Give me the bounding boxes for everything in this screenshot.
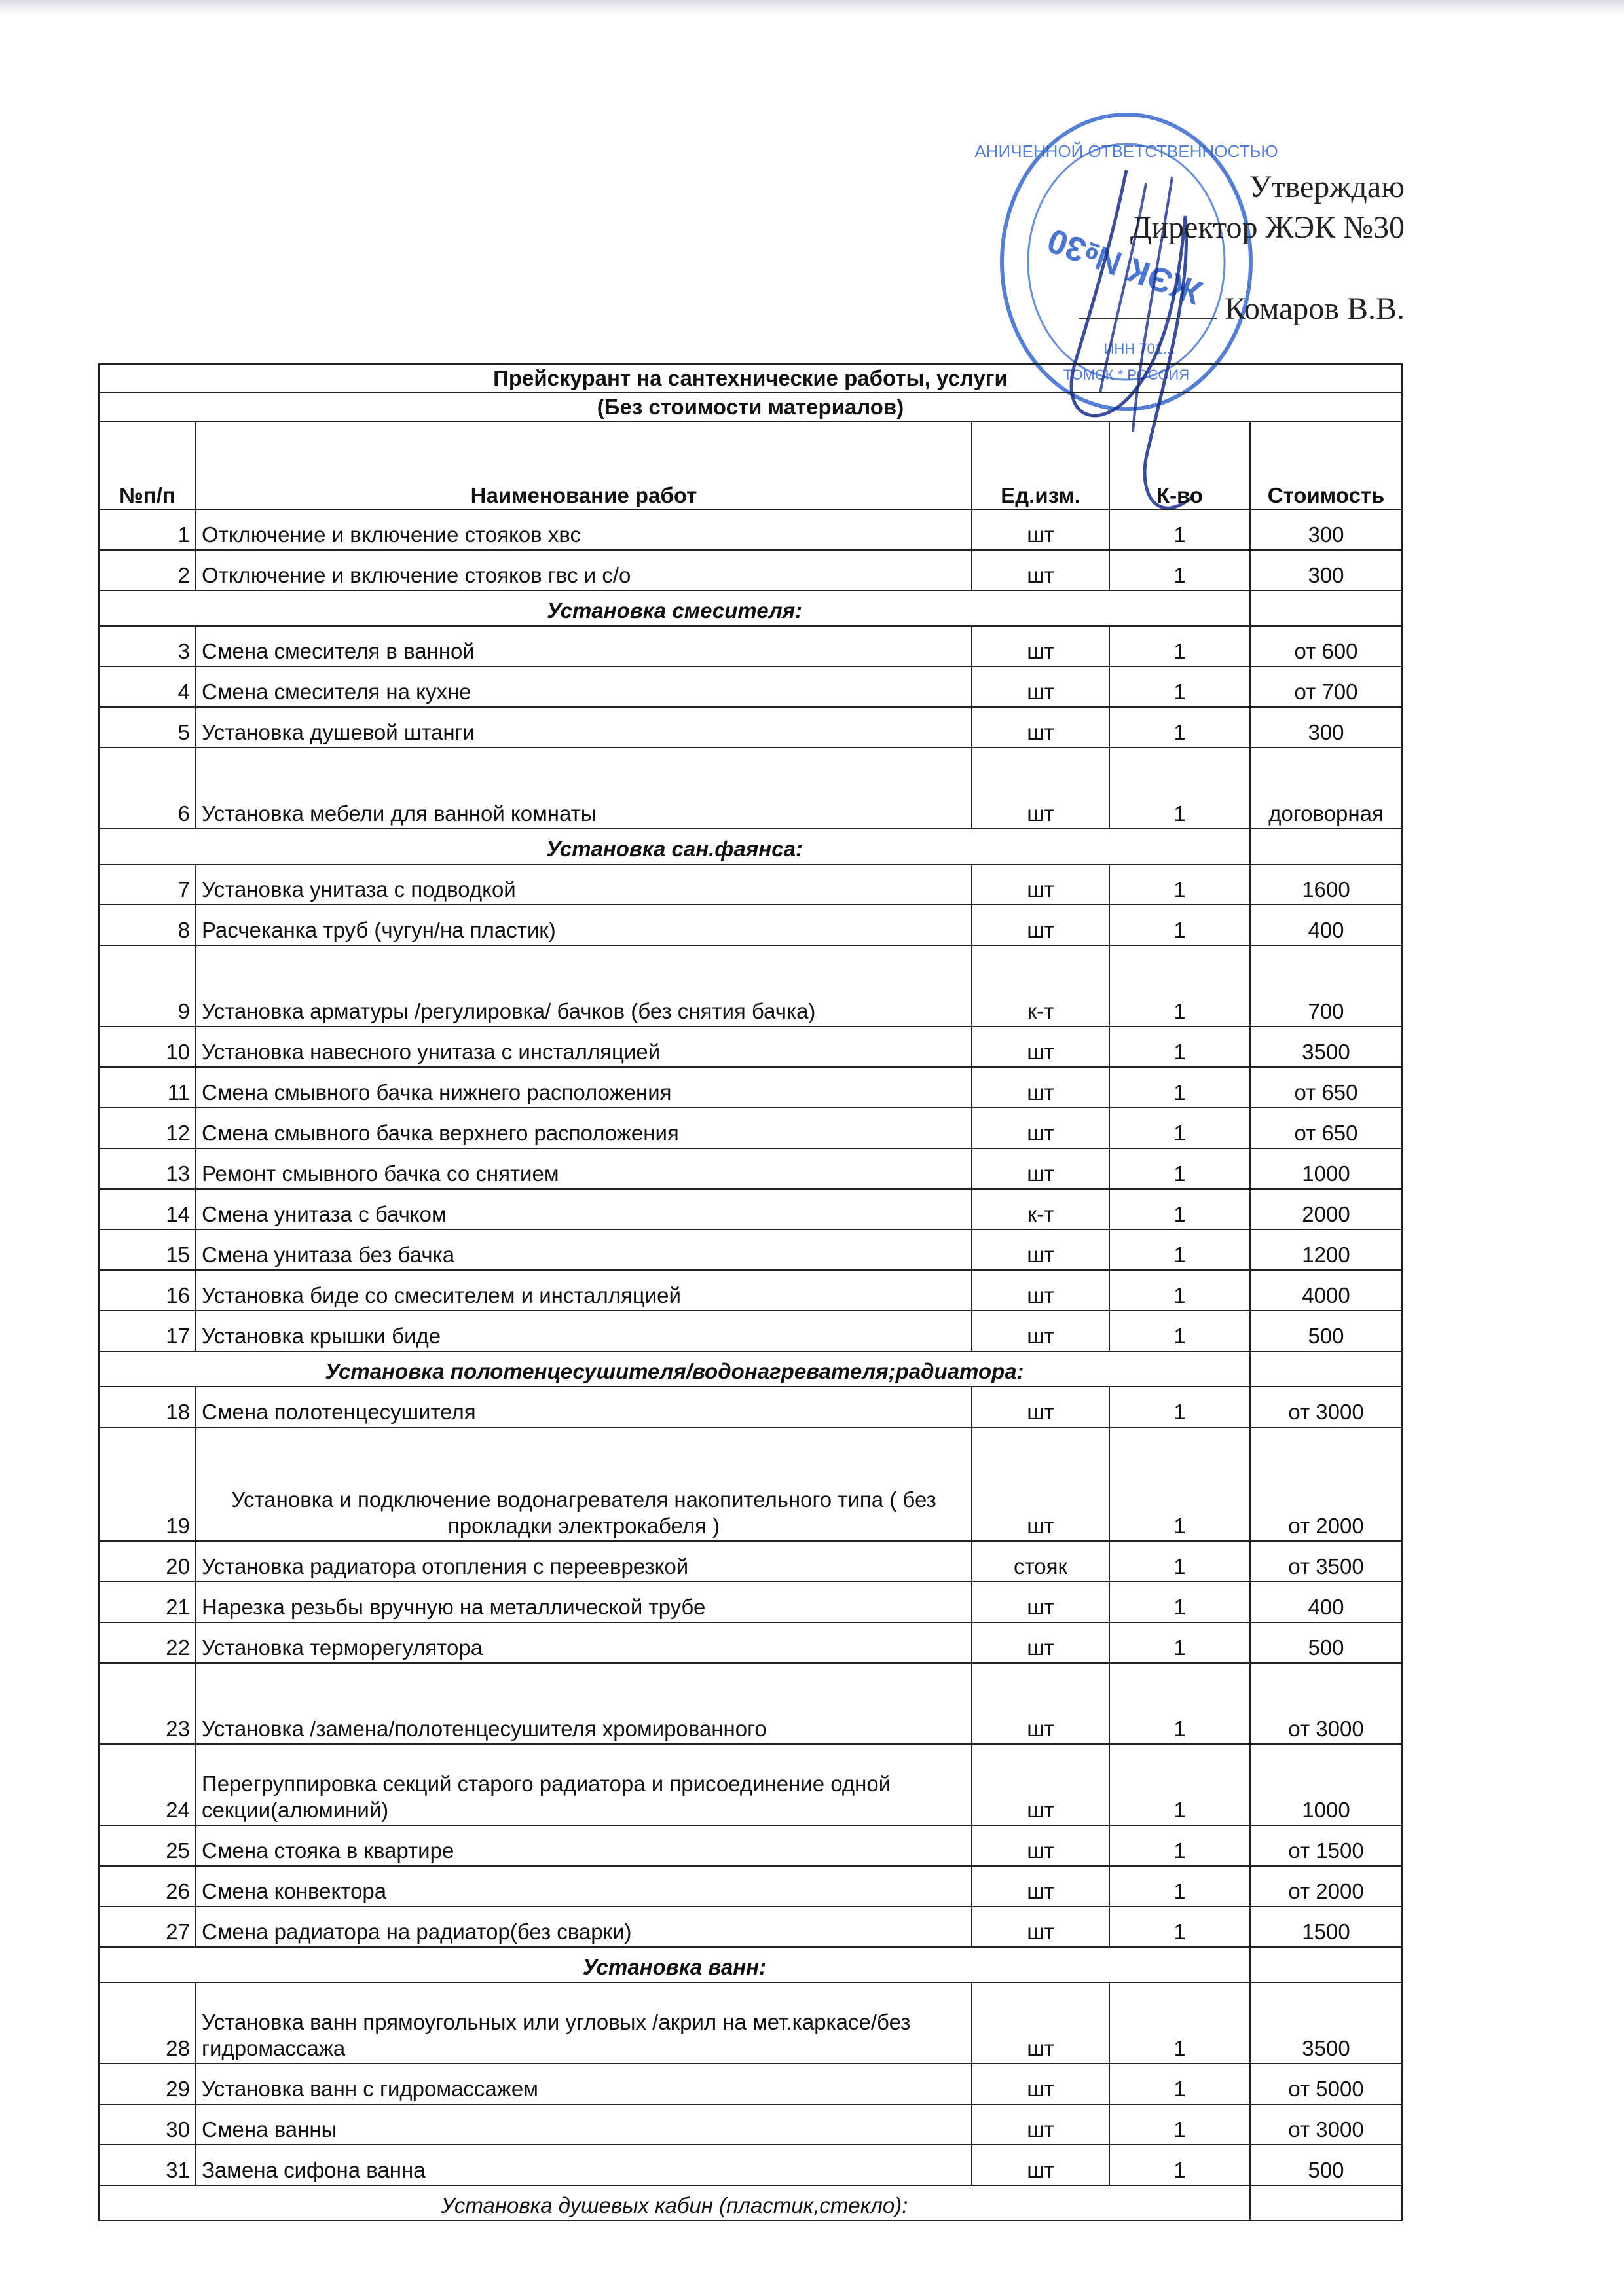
name-cell: Смена конвектора bbox=[196, 1866, 972, 1906]
name-cell: Установка душевой штанги bbox=[196, 707, 972, 748]
name-cell: Смена унитаза без бачка bbox=[196, 1230, 972, 1270]
name-cell: Установка /замена/полотенцесушителя хромированного bbox=[196, 1663, 972, 1744]
section-title: Установка ванн: bbox=[99, 1947, 1250, 1982]
unit-cell: шт bbox=[972, 1230, 1109, 1270]
header-unit: Ед.изм. bbox=[972, 422, 1109, 509]
qty-cell: 1 bbox=[1109, 1189, 1250, 1230]
name-cell: Нарезка резьбы вручную на металлической трубе bbox=[196, 1582, 972, 1622]
approval-block bbox=[1079, 167, 1405, 329]
qty-cell: 1 bbox=[1109, 2064, 1250, 2104]
table-row bbox=[99, 1311, 1402, 1351]
name-cell: Замена сифона ванна bbox=[196, 2145, 972, 2185]
name-cell: Установка ванн прямоугольных или угловых /акрил на мет.каркасе/без гидромассажа bbox=[196, 1982, 972, 2064]
table-row bbox=[99, 1270, 1402, 1311]
unit-cell: шт bbox=[972, 1108, 1109, 1148]
price-cell: 1200 bbox=[1250, 1230, 1402, 1270]
num-cell: 1 bbox=[99, 509, 196, 550]
name-cell: Установка биде со смесителем и инсталляцией bbox=[196, 1270, 972, 1311]
qty-cell: 1 bbox=[1109, 1148, 1250, 1189]
qty-cell: 1 bbox=[1109, 1311, 1250, 1351]
qty-cell: 1 bbox=[1109, 1744, 1250, 1825]
num-cell: 23 bbox=[99, 1663, 196, 1744]
name-cell: Перегруппировка секций старого радиатора и присоединение одной секции(алюминий) bbox=[196, 1744, 972, 1825]
num-cell: 11 bbox=[99, 1067, 196, 1108]
unit-cell: шт bbox=[972, 626, 1109, 666]
price-table bbox=[98, 363, 1403, 2221]
qty-cell: 1 bbox=[1109, 864, 1250, 905]
price-cell: 4000 bbox=[1250, 1270, 1402, 1311]
name-cell: Смена смывного бачка верхнего расположения bbox=[196, 1108, 972, 1148]
table-body bbox=[99, 509, 1402, 2221]
name-cell: Смена полотенцесушителя bbox=[196, 1387, 972, 1427]
table-row bbox=[99, 666, 1402, 707]
price-cell: 3500 bbox=[1250, 1982, 1402, 2064]
qty-cell: 1 bbox=[1109, 1982, 1250, 2064]
price-cell: от 600 bbox=[1250, 626, 1402, 666]
num-cell: 24 bbox=[99, 1744, 196, 1825]
num-cell: 5 bbox=[99, 707, 196, 748]
qty-cell: 1 bbox=[1109, 707, 1250, 748]
price-cell: 3500 bbox=[1250, 1027, 1402, 1067]
num-cell: 21 bbox=[99, 1582, 196, 1622]
qty-cell: 1 bbox=[1109, 748, 1250, 829]
table-row bbox=[99, 2145, 1402, 2185]
price-cell: от 3000 bbox=[1250, 1387, 1402, 1427]
signature-line bbox=[1079, 318, 1217, 319]
table-row bbox=[99, 1541, 1402, 1582]
qty-cell: 1 bbox=[1109, 1027, 1250, 1067]
unit-cell: шт bbox=[972, 1906, 1109, 1947]
qty-cell: 1 bbox=[1109, 1387, 1250, 1427]
table-row bbox=[99, 1230, 1402, 1270]
signature-space bbox=[1079, 248, 1405, 289]
unit-cell: шт bbox=[972, 1825, 1109, 1866]
qty-cell: 1 bbox=[1109, 1230, 1250, 1270]
approval-line-2: Директор ЖЭК №30 bbox=[1130, 210, 1405, 245]
name-cell: Установка радиатора отопления с перееврезкой bbox=[196, 1541, 972, 1582]
name-cell: Установка ванн с гидромассажем bbox=[196, 2064, 972, 2104]
table-row bbox=[99, 1866, 1402, 1906]
table-row bbox=[99, 1027, 1402, 1067]
name-cell: Установка мебели для ванной комнаты bbox=[196, 748, 972, 829]
section-empty-cell bbox=[1250, 1947, 1402, 1982]
header-price: Стоимость bbox=[1250, 422, 1402, 509]
price-cell: 2000 bbox=[1250, 1189, 1402, 1230]
num-cell: 14 bbox=[99, 1189, 196, 1230]
table-row bbox=[99, 1067, 1402, 1108]
section-row bbox=[99, 829, 1402, 864]
name-cell: Смена стояка в квартире bbox=[196, 1825, 972, 1866]
unit-cell: к-т bbox=[972, 1189, 1109, 1230]
num-cell: 10 bbox=[99, 1027, 196, 1067]
qty-cell: 1 bbox=[1109, 550, 1250, 591]
table-row bbox=[99, 905, 1402, 945]
name-cell: Отключение и включение стояков гвс и с/о bbox=[196, 550, 972, 591]
num-cell: 29 bbox=[99, 2064, 196, 2104]
num-cell: 20 bbox=[99, 1541, 196, 1582]
section-row bbox=[99, 1351, 1402, 1387]
name-cell: Установка навесного унитаза с инсталляцией bbox=[196, 1027, 972, 1067]
unit-cell: шт bbox=[972, 1427, 1109, 1541]
price-cell: от 2000 bbox=[1250, 1866, 1402, 1906]
unit-cell: шт bbox=[972, 1311, 1109, 1351]
price-cell: 500 bbox=[1250, 2145, 1402, 2185]
qty-cell: 1 bbox=[1109, 2104, 1250, 2145]
qty-cell: 1 bbox=[1109, 1663, 1250, 1744]
qty-cell: 1 bbox=[1109, 626, 1250, 666]
num-cell: 26 bbox=[99, 1866, 196, 1906]
table-row bbox=[99, 1387, 1402, 1427]
price-cell: от 1500 bbox=[1250, 1825, 1402, 1866]
unit-cell: шт bbox=[972, 1982, 1109, 2064]
price-cell: 300 bbox=[1250, 509, 1402, 550]
qty-cell: 1 bbox=[1109, 1906, 1250, 1947]
scan-edge bbox=[0, 0, 1624, 14]
section-title: Установка сан.фаянса: bbox=[99, 829, 1250, 864]
table-row bbox=[99, 1189, 1402, 1230]
table-subtitle: (Без стоимости материалов) bbox=[99, 393, 1402, 422]
table-row bbox=[99, 509, 1402, 550]
table-row bbox=[99, 626, 1402, 666]
svg-text:ЖЭК №30: ЖЭК №30 bbox=[1043, 221, 1208, 312]
table-row bbox=[99, 1148, 1402, 1189]
unit-cell: шт bbox=[972, 2145, 1109, 2185]
qty-cell: 1 bbox=[1109, 1582, 1250, 1622]
price-cell: 500 bbox=[1250, 1622, 1402, 1663]
num-cell: 6 bbox=[99, 748, 196, 829]
num-cell: 31 bbox=[99, 2145, 196, 2185]
num-cell: 13 bbox=[99, 1148, 196, 1189]
name-cell: Установка крышки биде bbox=[196, 1311, 972, 1351]
section-title: Установка смесителя: bbox=[99, 591, 1250, 626]
price-cell: 400 bbox=[1250, 1582, 1402, 1622]
name-cell: Смена радиатора на радиатор(без сварки) bbox=[196, 1906, 972, 1947]
price-cell: 1500 bbox=[1250, 1906, 1402, 1947]
num-cell: 22 bbox=[99, 1622, 196, 1663]
name-cell: Расчеканка труб (чугун/на пластик) bbox=[196, 905, 972, 945]
unit-cell: шт bbox=[972, 1744, 1109, 1825]
num-cell: 27 bbox=[99, 1906, 196, 1947]
unit-cell: шт bbox=[972, 748, 1109, 829]
unit-cell: стояк bbox=[972, 1541, 1109, 1582]
unit-cell: шт bbox=[972, 1270, 1109, 1311]
price-cell: от 2000 bbox=[1250, 1427, 1402, 1541]
table-row bbox=[99, 550, 1402, 591]
section-row bbox=[99, 1947, 1402, 1982]
price-cell: от 3000 bbox=[1250, 2104, 1402, 2145]
table-title: Прейскурант на сантехнические работы, услуги bbox=[99, 364, 1402, 393]
name-cell: Смена ванны bbox=[196, 2104, 972, 2145]
price-cell: 700 bbox=[1250, 945, 1402, 1027]
director-name: Комаров В.В. bbox=[1225, 291, 1405, 326]
price-cell: от 650 bbox=[1250, 1067, 1402, 1108]
name-cell: Смена унитаза с бачком bbox=[196, 1189, 972, 1230]
price-cell: 1600 bbox=[1250, 864, 1402, 905]
price-cell: от 650 bbox=[1250, 1108, 1402, 1148]
price-cell: от 700 bbox=[1250, 666, 1402, 707]
section-empty-cell bbox=[1250, 591, 1402, 626]
name-cell: Смена смесителя на кухне bbox=[196, 666, 972, 707]
qty-cell: 1 bbox=[1109, 1270, 1250, 1311]
unit-cell: шт bbox=[972, 905, 1109, 945]
table-row bbox=[99, 2104, 1402, 2145]
name-cell: Установка терморегулятора bbox=[196, 1622, 972, 1663]
table-row bbox=[99, 1744, 1402, 1825]
unit-cell: шт bbox=[972, 1866, 1109, 1906]
name-cell: Установка унитаза с подводкой bbox=[196, 864, 972, 905]
num-cell: 18 bbox=[99, 1387, 196, 1427]
price-cell: от 5000 bbox=[1250, 2064, 1402, 2104]
section-row bbox=[99, 591, 1402, 626]
approval-line-1: Утверждаю bbox=[1249, 170, 1405, 204]
num-cell: 15 bbox=[99, 1230, 196, 1270]
table-row bbox=[99, 1582, 1402, 1622]
unit-cell: шт bbox=[972, 550, 1109, 591]
table-row bbox=[99, 1982, 1402, 2064]
name-cell: Смена смесителя в ванной bbox=[196, 626, 972, 666]
unit-cell: шт bbox=[972, 707, 1109, 748]
price-cell: 400 bbox=[1250, 905, 1402, 945]
num-cell: 16 bbox=[99, 1270, 196, 1311]
qty-cell: 1 bbox=[1109, 1541, 1250, 1582]
unit-cell: шт bbox=[972, 1148, 1109, 1189]
unit-cell: шт bbox=[972, 509, 1109, 550]
table-row bbox=[99, 707, 1402, 748]
unit-cell: шт bbox=[972, 1067, 1109, 1108]
unit-cell: шт bbox=[972, 1387, 1109, 1427]
svg-text:АНИЧЕННОЙ ОТВЕТСТВЕННОСТЬЮ: АНИЧЕННОЙ ОТВЕТСТВЕННОСТЬЮ bbox=[974, 141, 1278, 161]
svg-text:ИНН 701...: ИНН 701... bbox=[1103, 340, 1175, 357]
unit-cell: шт bbox=[972, 1582, 1109, 1622]
header-name: Наименование работ bbox=[196, 422, 972, 509]
num-cell: 25 bbox=[99, 1825, 196, 1866]
table-row bbox=[99, 945, 1402, 1027]
table-row bbox=[99, 1906, 1402, 1947]
approval-line-3 bbox=[1079, 289, 1405, 329]
table-row bbox=[99, 748, 1402, 829]
num-cell: 3 bbox=[99, 626, 196, 666]
table-row bbox=[99, 1825, 1402, 1866]
qty-cell: 1 bbox=[1109, 666, 1250, 707]
price-cell: 500 bbox=[1250, 1311, 1402, 1351]
section-empty-cell bbox=[1250, 2185, 1402, 2221]
section-title: Установка душевых кабин (пластик,стекло): bbox=[99, 2185, 1250, 2221]
num-cell: 9 bbox=[99, 945, 196, 1027]
name-cell: Отключение и включение стояков хвс bbox=[196, 509, 972, 550]
unit-cell: шт bbox=[972, 2104, 1109, 2145]
table-row bbox=[99, 864, 1402, 905]
qty-cell: 1 bbox=[1109, 509, 1250, 550]
unit-cell: шт bbox=[972, 1622, 1109, 1663]
qty-cell: 1 bbox=[1109, 1825, 1250, 1866]
section-row bbox=[99, 2185, 1402, 2221]
price-cell: 300 bbox=[1250, 707, 1402, 748]
unit-cell: шт bbox=[972, 864, 1109, 905]
num-cell: 8 bbox=[99, 905, 196, 945]
qty-cell: 1 bbox=[1109, 905, 1250, 945]
qty-cell: 1 bbox=[1109, 1108, 1250, 1148]
qty-cell: 1 bbox=[1109, 1622, 1250, 1663]
name-cell: Ремонт смывного бачка со снятием bbox=[196, 1148, 972, 1189]
unit-cell: шт bbox=[972, 1663, 1109, 1744]
num-cell: 17 bbox=[99, 1311, 196, 1351]
table-row bbox=[99, 1108, 1402, 1148]
unit-cell: шт bbox=[972, 666, 1109, 707]
num-cell: 2 bbox=[99, 550, 196, 591]
num-cell: 30 bbox=[99, 2104, 196, 2145]
section-empty-cell bbox=[1250, 1351, 1402, 1387]
price-cell: 1000 bbox=[1250, 1744, 1402, 1825]
num-cell: 12 bbox=[99, 1108, 196, 1148]
header-num: №п/п bbox=[99, 422, 196, 509]
name-cell: Установка арматуры /регулировка/ бачков (без снятия бачка) bbox=[196, 945, 972, 1027]
qty-cell: 1 bbox=[1109, 1067, 1250, 1108]
price-cell: договорная bbox=[1250, 748, 1402, 829]
header-qty: К-во bbox=[1109, 422, 1250, 509]
num-cell: 19 bbox=[99, 1427, 196, 1541]
section-empty-cell bbox=[1250, 829, 1402, 864]
num-cell: 28 bbox=[99, 1982, 196, 2064]
unit-cell: к-т bbox=[972, 945, 1109, 1027]
price-cell: от 3000 bbox=[1250, 1663, 1402, 1744]
svg-text:ТОМСК * РОССИЯ: ТОМСК * РОССИЯ bbox=[1063, 367, 1190, 383]
unit-cell: шт bbox=[972, 2064, 1109, 2104]
qty-cell: 1 bbox=[1109, 945, 1250, 1027]
table-row bbox=[99, 1622, 1402, 1663]
unit-cell: шт bbox=[972, 1027, 1109, 1067]
table-row bbox=[99, 1663, 1402, 1744]
section-title: Установка полотенцесушителя/водонагревателя;радиатора: bbox=[99, 1351, 1250, 1387]
num-cell: 7 bbox=[99, 864, 196, 905]
price-cell: 1000 bbox=[1250, 1148, 1402, 1189]
price-cell: 300 bbox=[1250, 550, 1402, 591]
table-row bbox=[99, 1427, 1402, 1541]
qty-cell: 1 bbox=[1109, 1866, 1250, 1906]
name-cell: Смена смывного бачка нижнего расположения bbox=[196, 1067, 972, 1108]
name-cell: Установка и подключение водонагревателя накопительного типа ( без прокладки электрокабеля ) bbox=[196, 1427, 972, 1541]
price-cell: от 3500 bbox=[1250, 1541, 1402, 1582]
table-row bbox=[99, 2064, 1402, 2104]
qty-cell: 1 bbox=[1109, 1427, 1250, 1541]
qty-cell: 1 bbox=[1109, 2145, 1250, 2185]
num-cell: 4 bbox=[99, 666, 196, 707]
